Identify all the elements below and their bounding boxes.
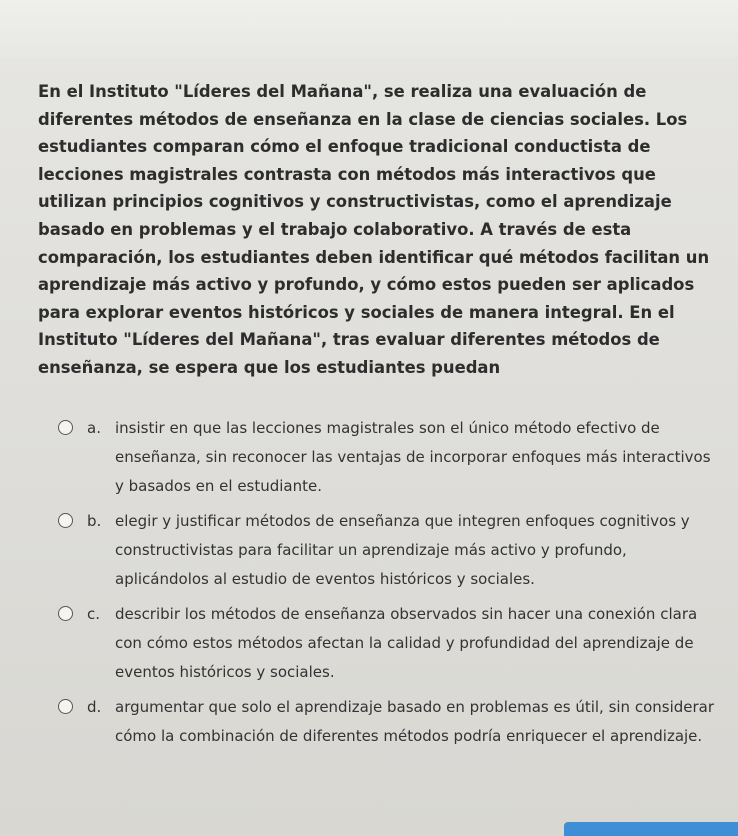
answer-options <box>58 414 718 757</box>
option-b[interactable] <box>58 507 718 594</box>
option-c[interactable] <box>58 600 718 687</box>
header-band <box>0 0 738 58</box>
radio-button-c[interactable] <box>58 606 73 621</box>
option-letter: a. <box>87 419 101 437</box>
submit-button-edge[interactable] <box>564 822 738 836</box>
option-letter: d. <box>87 698 102 716</box>
option-text: argumentar que solo el aprendizaje basado en problemas es útil, sin considerar cómo la combinación de diferentes métodos podría enriquecer el aprendizaje. <box>115 698 715 745</box>
radio-button-b[interactable] <box>58 513 73 528</box>
option-letter: c. <box>87 605 101 623</box>
option-letter: b. <box>87 512 102 530</box>
option-text: insistir en que las lecciones magistrales son el único método efectivo de enseñanza, sin reconocer las ventajas de incorporar enfoques más interactivos y basados en el estudiante. <box>115 419 711 495</box>
option-a[interactable] <box>58 414 718 501</box>
option-d[interactable] <box>58 693 718 751</box>
option-text: describir los métodos de enseñanza observados sin hacer una conexión clara con cómo estos métodos afectan la calidad y profundidad del aprendizaje de eventos históricos y sociales. <box>115 605 698 681</box>
radio-button-d[interactable] <box>58 699 73 714</box>
option-text: elegir y justificar métodos de enseñanza que integren enfoques cognitivos y constructivistas para facilitar un aprendizaje más activo y profundo, aplicándolos al estudio de eventos históricos y sociales. <box>115 512 690 588</box>
question-text: En el Instituto "Líderes del Mañana", se realiza una evaluación de diferentes métodos de enseñanza en la clase de ciencias sociales. Los estudiantes comparan cómo el enfoque tradicional conductista de lecciones magistrales contrasta con métodos más interactivos que utilizan principios cognitivos y constructivistas, como el aprendizaje basado en problemas y el trabajo colaborativo. A través de esta comparación, los estudiantes deben identificar qué métodos facilitan un aprendizaje más activo y profundo, y cómo estos pueden ser aplicados para explorar eventos históricos y sociales de manera integral. En el Instituto "Líderes del Mañana", tras evaluar diferentes métodos de enseñanza, se espera que los estudiantes puedan <box>38 82 710 377</box>
radio-button-a[interactable] <box>58 420 73 435</box>
